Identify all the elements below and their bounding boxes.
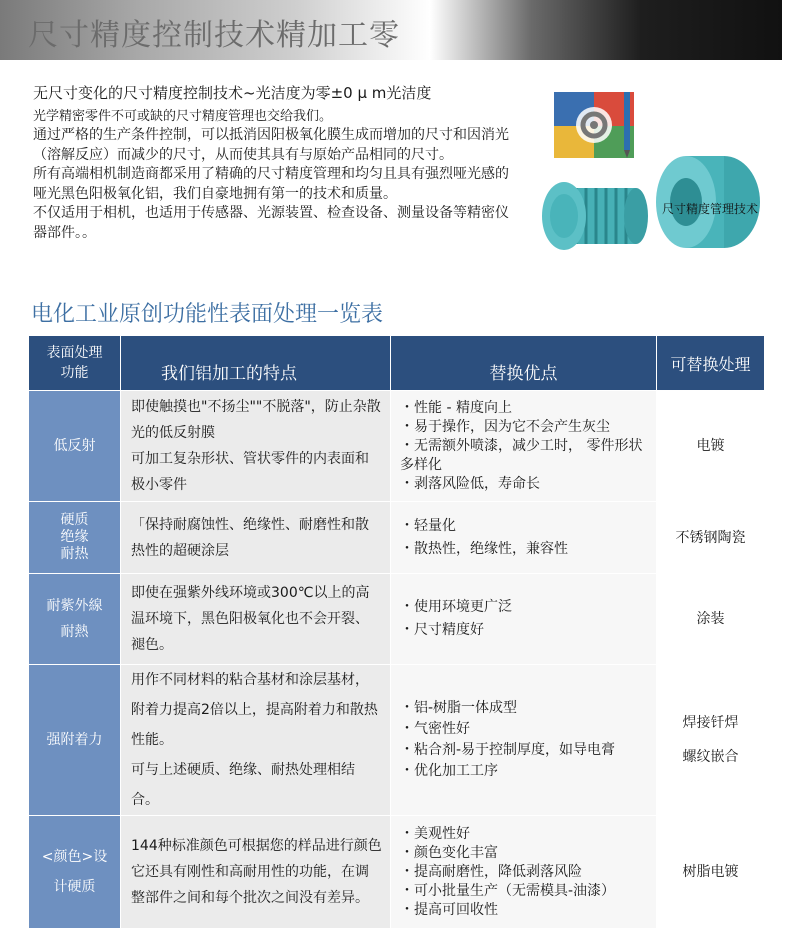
advantage-item: ・使用环境更广泛 xyxy=(400,599,512,615)
advantage-item: ・易于操作，因为它不会产生灰尘 xyxy=(400,418,610,435)
function-text: 耐紫外線 xyxy=(46,598,103,614)
function-text: 低反射 xyxy=(53,437,96,454)
advantage-item: ・尺寸精度好 xyxy=(400,622,484,638)
advantage-item: ・铝-树脂一体成型 xyxy=(400,700,518,716)
function-text: 绝缘 xyxy=(60,529,89,545)
table-header-row xyxy=(29,336,765,391)
replaceable-text: 涂装 xyxy=(696,611,725,627)
treatment-table xyxy=(28,335,765,929)
header-features: 我们铝加工的特点 xyxy=(121,336,391,391)
advantages-cell xyxy=(391,391,657,502)
advantages-cell xyxy=(391,574,657,665)
advantage-item: ・剥落风险低，寿命长 xyxy=(400,475,540,492)
advantage-item: ・提高可回收性 xyxy=(400,901,498,918)
advantage-item: ・散热性，绝缘性，兼容性 xyxy=(400,540,568,557)
replaceable-text: 电镀 xyxy=(696,438,725,454)
features-text: 「保持耐腐蚀性、绝缘性、耐磨性和散热性的超硬涂层 xyxy=(131,516,369,559)
features-text: 144种标准颜色可根据您的样品进行颜色 xyxy=(131,838,382,854)
header-banner xyxy=(0,0,782,60)
intro-paragraph: 不仅适用于相机，也适用于传感器、光源装置、检查设备、测量设备等精密仪器部件。。 xyxy=(33,205,509,241)
table-row xyxy=(29,665,765,816)
function-text: 强附着力 xyxy=(46,731,103,748)
features-cell xyxy=(121,816,391,929)
threaded-part-small xyxy=(542,182,648,250)
technology-puzzle-icon xyxy=(554,92,634,158)
features-text: 可加工复杂形状、管状零件的内表面和极小零件 xyxy=(131,451,369,493)
features-cell xyxy=(121,665,391,816)
replaceable-text: 螺纹嵌合 xyxy=(682,749,739,765)
features-text: 即使在强紫外线环境或300℃以上的高温环境下，黑色阳极氧化也不会开裂、褪色。 xyxy=(131,585,370,653)
function-cell xyxy=(29,574,121,665)
function-text: 计硬质 xyxy=(53,879,96,895)
features-text: 可与上述硬质、绝缘、耐热处理相结合。 xyxy=(131,762,355,808)
header-text: 表面处理 xyxy=(46,345,103,361)
advantage-item: ・性能 - 精度向上 xyxy=(400,399,512,416)
replaceable-cell xyxy=(657,816,765,929)
function-cell xyxy=(29,665,121,816)
header-text: 功能 xyxy=(60,365,89,381)
table-row xyxy=(29,816,765,929)
replaceable-cell xyxy=(657,502,765,574)
advantage-item: ・提高耐磨性，降低剥落风险 xyxy=(400,863,582,880)
features-cell xyxy=(121,574,391,665)
function-cell xyxy=(29,816,121,929)
banner-title: 尺寸精度控制技术精加工零 xyxy=(28,18,400,53)
advantage-item: ・无需额外喷漆，减少工时， 零件形状多样化 xyxy=(400,437,643,473)
advantages-cell xyxy=(391,502,657,574)
features-text: 用作不同材料的粘合基材和涂层基材，附着力提高2倍以上，提高附着力和散热性能。 xyxy=(131,672,378,748)
intro-paragraph: 所有高端相机制造商都采用了精确的尺寸精度管理和均匀且具有强烈哑光感的哑光黑色阳极氧化铝，我们自豪地拥有第一的技术和质量。 xyxy=(33,166,509,202)
section-title: 电化工业原创功能性表面处理一览表 xyxy=(31,302,384,327)
header-advantages: 替换优点 xyxy=(391,336,657,391)
replaceable-text: 树脂电镀 xyxy=(682,864,739,880)
advantage-item: ・粘合剂-易于控制厚度，如导电膏 xyxy=(400,742,616,758)
features-cell xyxy=(121,391,391,502)
features-text: 它还具有刚性和高耐用性的功能，在调整部件之间和每个批次之间没有差异。 xyxy=(131,864,369,906)
advantage-item: ・气密性好 xyxy=(400,721,470,737)
function-cell xyxy=(29,502,121,574)
features-cell xyxy=(121,502,391,574)
header-replaceable: 可替换处理 xyxy=(657,336,765,391)
intro-text xyxy=(33,84,513,243)
intro-paragraph: 通过严格的生产条件控制，可以抵消因阳极氧化膜生成而增加的尺寸和因消光（溶解反应）而减少的尺寸，从而使其具有与原始产品相同的尺寸。 xyxy=(33,127,509,163)
table-row xyxy=(29,391,765,502)
replaceable-text: 不锈钢陶瓷 xyxy=(675,529,746,546)
intro-headline: 无尺寸变化的尺寸精度控制技术~光洁度为零±0 μ m光洁度 xyxy=(33,84,432,102)
advantage-item: ・轻量化 xyxy=(400,517,456,534)
features-text: 即使触摸也"不扬尘""不脱落"，防止杂散光的低反射膜 xyxy=(131,399,381,441)
advantage-item: ・颜色变化丰富 xyxy=(400,844,498,861)
header-function xyxy=(29,336,121,391)
function-text: <颜色>设 xyxy=(41,849,108,865)
advantage-item: ・可小批量生产（无需模具-油漆） xyxy=(400,882,616,899)
function-cell xyxy=(29,391,121,502)
illustration-label: 尺寸精度管理技术 xyxy=(662,202,759,216)
advantage-item: ・优化加工工序 xyxy=(400,763,498,779)
function-text: 耐热 xyxy=(60,546,89,562)
replaceable-text: 焊接钎焊 xyxy=(682,715,739,731)
advantages-cell xyxy=(391,665,657,816)
precision-parts-illustration xyxy=(536,84,766,264)
replaceable-cell xyxy=(657,665,765,816)
intro-line: 光学精密零件不可或缺的尺寸精度管理也交给我们。 xyxy=(33,108,333,124)
replaceable-cell xyxy=(657,574,765,665)
table-row xyxy=(29,502,765,574)
function-text: 硬质 xyxy=(60,512,89,528)
function-text: 耐熱 xyxy=(60,624,89,640)
replaceable-cell xyxy=(657,391,765,502)
advantages-cell xyxy=(391,816,657,929)
advantage-item: ・美观性好 xyxy=(400,825,470,842)
table-row xyxy=(29,574,765,665)
